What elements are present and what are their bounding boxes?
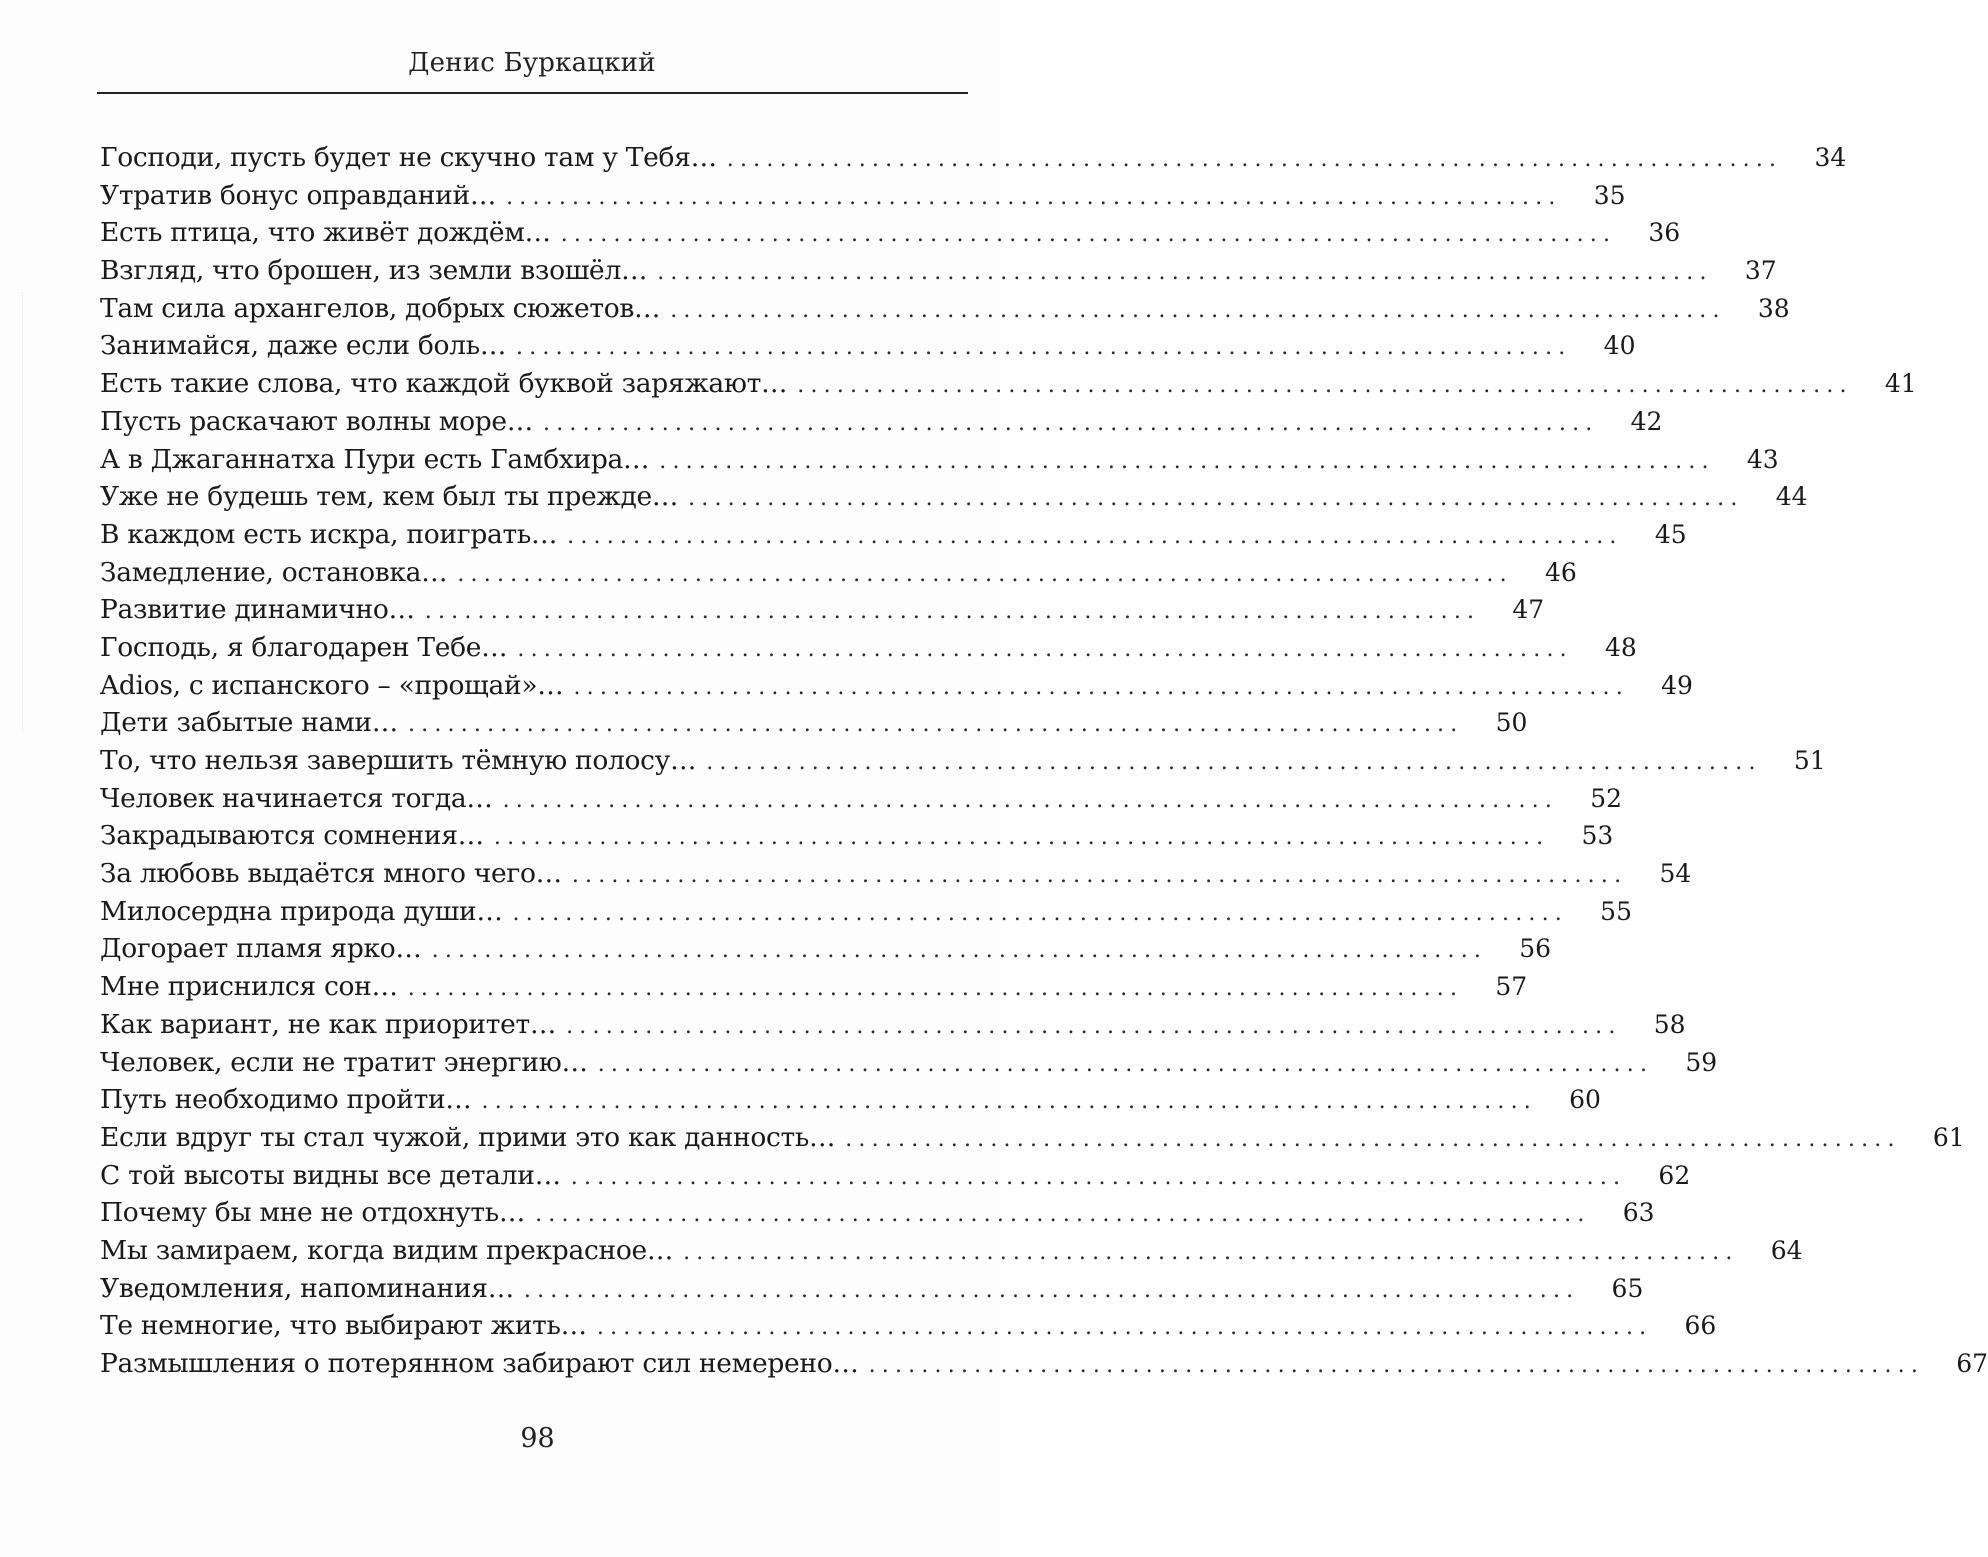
toc-entry-title: Уже не будешь тем, кем был ты прежде… xyxy=(100,481,679,513)
toc-dot-leader: ................................................................................ xyxy=(517,636,1573,662)
toc-entry-title: Пусть раскачают волны море… xyxy=(100,405,533,437)
toc-entry-title: Как вариант, не как приоритет… xyxy=(100,1008,557,1040)
toc-entry-page-number: 36 xyxy=(1648,218,1681,248)
toc-entry-title: Господи, пусть будет не скучно там у Тебя… xyxy=(100,142,717,173)
toc-entry-title: Милосердна природа души… xyxy=(100,895,503,927)
toc-entry xyxy=(100,330,1636,368)
toc-entry xyxy=(100,631,1637,670)
toc-dot-leader: ................................................................................ xyxy=(493,825,1550,851)
page-number: 98 xyxy=(520,1423,555,1454)
toc-entry-page-number: 55 xyxy=(1600,896,1632,926)
toc-dot-leader: ................................................................................ xyxy=(683,1239,1739,1265)
toc-dot-leader: ................................................................................ xyxy=(868,1353,1925,1378)
toc-dot-leader: ................................................................................ xyxy=(706,750,1762,775)
toc-dot-leader: ................................................................................ xyxy=(566,1013,1622,1039)
toc-entry xyxy=(100,142,1847,180)
toc-entry-title: Уведомления, напоминания… xyxy=(100,1272,514,1304)
toc-entry xyxy=(100,481,1808,519)
toc-entry xyxy=(100,858,1692,896)
toc-dot-leader: ................................................................................ xyxy=(516,335,1572,361)
toc-entry xyxy=(100,179,1626,218)
toc-entry-page-number: 58 xyxy=(1653,1009,1686,1039)
toc-entry xyxy=(100,1310,1717,1348)
toc-entry-title: Размышления о потерянном забирают сил немерено… xyxy=(100,1348,859,1379)
toc-entry xyxy=(100,594,1545,632)
toc-entry-page-number: 37 xyxy=(1744,256,1777,286)
toc-entry-title: Есть птица, что живёт дождём… xyxy=(100,217,551,249)
toc-entry-title: С той высоты видны все детали… xyxy=(100,1159,561,1191)
toc-entry xyxy=(100,556,1577,595)
toc-entry-page-number: 34 xyxy=(1814,143,1847,172)
toc-entry-page-number: 60 xyxy=(1569,1085,1601,1115)
toc-dot-leader: ................................................................................ xyxy=(570,1164,1627,1190)
toc-entry xyxy=(100,1084,1601,1122)
toc-dot-leader: ................................................................................ xyxy=(512,900,1568,926)
toc-entry-page-number: 51 xyxy=(1793,746,1826,775)
toc-dot-leader: ................................................................................ xyxy=(670,297,1726,323)
toc-entry-title: Закрадываются сомнения… xyxy=(100,820,484,852)
toc-entry-page-number: 40 xyxy=(1603,331,1636,361)
toc-entry-title: Развитие динамично… xyxy=(100,594,415,626)
toc-entry-title: Почему бы мне не отдохнуть… xyxy=(100,1197,526,1229)
toc-entry-title: Те немногие, что выбирают жить… xyxy=(100,1310,587,1342)
toc-dot-leader: ................................................................................ xyxy=(543,410,1599,436)
toc-entry xyxy=(100,707,1528,745)
toc-entry-page-number: 54 xyxy=(1659,859,1692,889)
toc-entry-title: А в Джаганнатха Пури есть Гамбхира… xyxy=(100,443,650,475)
header-rule xyxy=(97,92,968,94)
toc-entry-page-number: 62 xyxy=(1658,1160,1691,1190)
toc-dot-leader: ................................................................................ xyxy=(596,1315,1653,1341)
toc-entry-page-number: 48 xyxy=(1605,632,1637,662)
toc-entry xyxy=(100,1197,1655,1235)
toc-entry-page-number: 66 xyxy=(1684,1311,1717,1341)
toc-entry-page-number: 47 xyxy=(1512,595,1545,625)
toc-entry xyxy=(100,1121,1965,1160)
toc-dot-leader: ................................................................................ xyxy=(688,486,1744,512)
toc-dot-leader: ................................................................................ xyxy=(502,787,1559,813)
toc-entry-title: Мы замираем, когда видим прекрасное… xyxy=(100,1234,674,1266)
toc-dot-leader: ................................................................................ xyxy=(659,448,1715,474)
toc-dot-leader: ................................................................................ xyxy=(567,523,1623,549)
toc-dot-leader: ................................................................................ xyxy=(597,1051,1654,1077)
toc-entry-title: Человек, если не тратит энергию… xyxy=(100,1046,588,1078)
toc-entry-title: Господь, я благодарен Тебе… xyxy=(100,631,508,663)
toc-entry-page-number: 52 xyxy=(1590,783,1623,813)
margin-dotted-mark xyxy=(22,292,23,732)
toc-entry xyxy=(100,971,1528,1009)
toc-dot-leader: ................................................................................ xyxy=(407,712,1464,738)
toc-entry xyxy=(100,405,1663,444)
toc-entry-title: Есть такие слова, что каждой буквой заряжают… xyxy=(100,368,788,400)
toc-entry-page-number: 44 xyxy=(1775,482,1808,512)
toc-entry-page-number: 63 xyxy=(1622,1198,1655,1228)
toc-entry-title: Мне приснился сон… xyxy=(100,971,398,1003)
toc-dot-leader: ................................................................................ xyxy=(424,599,1481,625)
toc-entry-page-number: 38 xyxy=(1757,293,1790,323)
toc-dot-leader: ................................................................................ xyxy=(407,976,1464,1002)
toc-dot-leader: ................................................................................ xyxy=(431,938,1488,964)
toc-dot-leader: ................................................................................ xyxy=(573,674,1629,700)
toc-entry-page-number: 53 xyxy=(1581,821,1614,851)
toc-entry xyxy=(100,368,1917,406)
toc-entry-page-number: 50 xyxy=(1495,708,1528,738)
toc-dot-leader: ................................................................................ xyxy=(571,863,1628,889)
toc-dot-leader: ................................................................................ xyxy=(523,1277,1580,1303)
toc-entry-page-number: 43 xyxy=(1746,444,1779,474)
toc-entry xyxy=(100,1159,1691,1198)
toc-entry xyxy=(100,1272,1644,1311)
toc-entry-title: Человек начинается тогда… xyxy=(100,782,493,814)
toc-entry-title: Догорает пламя ярко… xyxy=(100,933,422,965)
toc-entry-title: Занимайся, даже если боль… xyxy=(100,330,507,362)
toc-dot-leader: ................................................................................ xyxy=(481,1089,1537,1115)
toc-entry-page-number: 64 xyxy=(1770,1235,1803,1265)
toc-entry-title: Утратив бонус оправданий… xyxy=(100,179,497,211)
toc-entry-page-number: 57 xyxy=(1495,972,1528,1002)
running-head-author: Денис Буркацкий xyxy=(408,48,656,78)
table-of-contents xyxy=(100,142,1988,1386)
toc-dot-leader: ................................................................................ xyxy=(845,1126,1901,1152)
toc-entry-page-number: 59 xyxy=(1685,1047,1718,1077)
toc-entry-page-number: 35 xyxy=(1593,180,1626,210)
toc-entry-page-number: 46 xyxy=(1545,557,1577,587)
toc-entry-title: В каждом есть искра, поиграть… xyxy=(100,518,558,550)
toc-entry-page-number: 41 xyxy=(1884,369,1917,399)
toc-entry-page-number: 45 xyxy=(1654,519,1687,549)
toc-dot-leader: ................................................................................ xyxy=(797,373,1853,399)
toc-entry-page-number: 61 xyxy=(1932,1122,1965,1152)
toc-entry-page-number: 65 xyxy=(1611,1273,1644,1303)
toc-dot-leader: ................................................................................ xyxy=(657,260,1713,286)
toc-entry xyxy=(100,518,1687,557)
toc-entry-page-number: 56 xyxy=(1519,934,1552,964)
toc-entry-title: За любовь выдаётся много чего… xyxy=(100,858,562,890)
toc-entry xyxy=(100,895,1632,934)
toc-dot-leader: ................................................................................ xyxy=(535,1202,1591,1228)
toc-entry-page-number: 67 xyxy=(1956,1349,1988,1378)
toc-entry xyxy=(100,1348,1988,1386)
toc-entry-title: Замедление, остановка… xyxy=(100,556,448,588)
toc-dot-leader: ................................................................................ xyxy=(726,147,1783,172)
toc-entry xyxy=(100,820,1614,858)
toc-entry-title: Если вдруг ты стал чужой, прими это как данность… xyxy=(100,1121,836,1153)
toc-entry xyxy=(100,443,1779,482)
toc-entry-title: Adios, с испанского – «прощай»… xyxy=(100,669,564,701)
toc-entry-title: Взгляд, что брошен, из земли взошёл… xyxy=(100,255,648,287)
toc-entry xyxy=(100,292,1790,331)
toc-entry xyxy=(100,933,1552,971)
toc-dot-leader: ................................................................................ xyxy=(457,561,1513,587)
toc-entry xyxy=(100,1046,1718,1085)
toc-entry xyxy=(100,1234,1803,1273)
toc-entry-page-number: 49 xyxy=(1661,670,1693,700)
toc-dot-leader: ................................................................................ xyxy=(560,222,1617,248)
toc-entry xyxy=(100,669,1693,708)
toc-entry-title: То, что нельзя завершить тёмную полосу… xyxy=(100,745,697,776)
toc-entry xyxy=(100,745,1826,783)
toc-entry-title: Дети забытые нами… xyxy=(100,707,398,739)
toc-dot-leader: ................................................................................ xyxy=(506,184,1562,210)
toc-entry xyxy=(100,782,1623,821)
toc-entry-page-number: 42 xyxy=(1630,406,1663,436)
toc-entry xyxy=(100,255,1777,293)
toc-entry xyxy=(100,1008,1686,1047)
toc-entry-title: Там сила архангелов, добрых сюжетов… xyxy=(100,292,661,324)
toc-entry xyxy=(100,217,1681,255)
toc-entry-title: Путь необходимо пройти… xyxy=(100,1084,472,1116)
